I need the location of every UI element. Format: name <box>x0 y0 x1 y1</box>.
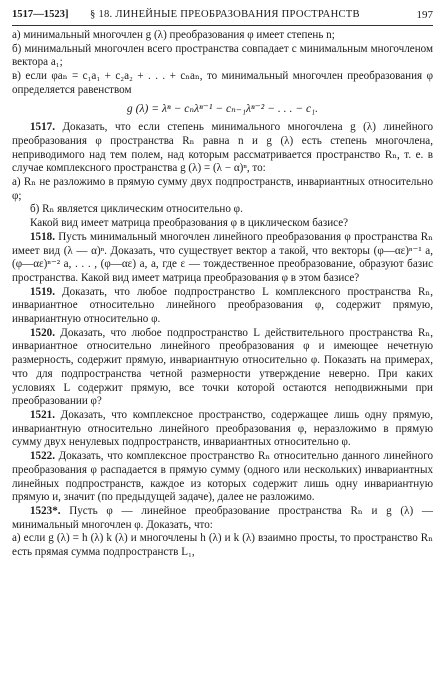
page-header <box>12 9 433 29</box>
page-body <box>12 29 433 560</box>
problem-number: 1523*. <box>30 504 61 517</box>
header-rule <box>12 25 433 26</box>
problem-text: Доказать, что любое подпространство L действительного пространства Rₙ, инвариантное относительно линейного преобразования φ и имеющее нечетную размерность, содержит прямую, инвариантную относительно φ. Показать на примерах, что для подпространства четной размерности утверждение неверно. При каких условиях L содержит прямую, все точки которой остаются неподвижными при преобразовании φ? <box>12 326 433 408</box>
problem-number: 1518. <box>30 230 55 243</box>
problem-1523 <box>12 505 433 532</box>
problem-1519 <box>12 286 433 327</box>
problem-number: 1520. <box>30 326 55 339</box>
problem-number: 1517. <box>30 121 55 134</box>
problem-1518 <box>12 231 433 286</box>
problem-text: Доказать, что если степень минимального многочлена g (λ) линейного преобразования φ пространства Rₙ равна n и g (λ) есть степень многочлена, неприводимого над тем полем, над которым рассматривается пространство Rₙ, т. е. в случае комплексного пространства g (λ) = (λ − α)ⁿ, то: <box>12 121 433 175</box>
problem-text: Пусть минимальный многочлен линейного преобразования φ пространства Rₙ имеет вид (λ — α)ⁿ. Доказать, что существует вектор a такой, что векторы (φ—αε)ⁿ⁻¹ a, (φ—αε)ⁿ⁻² a, . . . , (φ—αε) a, a, где ε — тождественное преобразование, образуют базис пространства. Какой вид имеет матрица преобразования φ в этом базисе? <box>12 230 433 284</box>
problem-number: 1521. <box>30 408 55 421</box>
page-number: 197 <box>416 9 433 21</box>
item-a: а) минимальный многочлен g (λ) преобразования φ имеет степень n; <box>12 29 335 41</box>
problem-text: Пусть φ — линейное преобразование пространства Rₙ и g (λ) — минимальный многочлен φ. Доказать, что: <box>12 504 433 531</box>
problem-1522 <box>12 450 433 505</box>
problem-number: 1522. <box>30 450 55 463</box>
item-b: б) минимальный многочлен всего пространства совпадает с минимальным многочленом вектора a₁; <box>12 42 433 69</box>
formula: g (λ) = λⁿ − cₙλⁿ⁻¹ − cₙ₋₁λⁿ⁻² − . . . − c₁. <box>126 101 319 115</box>
problem-1517-question: Какой вид имеет матрица преобразования φ в циклическом базисе? <box>30 217 349 230</box>
problem-number: 1519. <box>30 285 55 298</box>
problem-range: 1517—1523] <box>12 9 69 20</box>
problem-1520 <box>12 327 433 409</box>
section-title: § 18. ЛИНЕЙНЫЕ ПРЕОБРАЗОВАНИЯ ПРОСТРАНСТВ <box>90 9 360 20</box>
problem-1517-item-a: а) Rₙ не разложимо в прямую сумму двух подпространств, инвариантных относительно φ; <box>12 176 433 202</box>
item-c: в) если φaₙ = c₁a₁ + c₂a₂ + . . . + cₙaₙ, то минимальный многочлен преобразования φ определяется равенством <box>12 70 433 96</box>
problem-1517-item-b: б) Rₙ является циклическим относительно φ. <box>30 203 243 216</box>
problem-text: Доказать, что комплексное пространство Rₙ относительно данного линейного преобразования φ распадается в прямую сумму (одного или нескольких) инвариантных линейных подпространств, каждое из которых содержит лишь одну инвариантную прямую и, значит (по предыдущей задаче), далее не разложимо. <box>12 450 433 504</box>
problem-text: Доказать, что комплексное пространство, содержащее лишь одну прямую, инвариантную относительно линейного преобразования φ, неразложимо в прямую сумму двух ненулевых подпространств, инвариантных относительно φ. <box>12 408 433 449</box>
problem-text: Доказать, что любое подпространство L комплексного пространства Rₙ, инвариантное относительно линейного преобразования φ, содержит прямую, инвариантную относительно φ. <box>12 285 433 326</box>
problem-1517 <box>12 121 433 176</box>
problem-1521 <box>12 409 433 450</box>
problem-1523-item-a: а) если g (λ) = h (λ) k (λ) и многочлены h (λ) и k (λ) взаимно просты, то пространство Rₙ есть прямая сумма подпространств L₁, <box>12 532 433 559</box>
